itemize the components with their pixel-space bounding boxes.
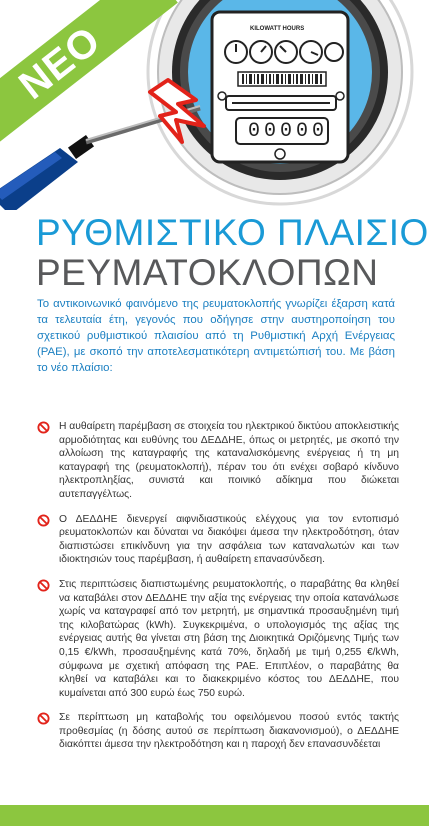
bullet-text: Η αυθαίρετη παρέμβαση σε στοιχεία του ηλεκτρικού δικτύου αποκλειστικής αρμοδιότητας και ευθύνης του ΔΕΔΔΗΕ, όπως οι μετρητές, με σκοπό την αλλοίωση της καταγραφής της καταναλισκόμενης ενέργειας ή τη μη καταγραφή της (ρευματοκλοπή), πέραν του ότι ενέχει σοβαρό κίνδυνο ηλεκτροπληξίας, συνιστά και ποινικό αδίκημα που διώκεται αυτεπαγγέλτως.: [59, 421, 399, 500]
prohibited-icon: [37, 579, 50, 592]
list-item: [37, 578, 399, 700]
hero-illustration: [0, 0, 429, 210]
prohibited-icon: [37, 514, 50, 527]
list-item: [37, 513, 399, 567]
meter-label: KILOWATT HOURS: [250, 26, 305, 32]
list-item: [37, 420, 399, 502]
list-item: [37, 711, 399, 752]
meter-digits: 00000: [248, 120, 329, 143]
bullet-text: Σε περίπτωση μη καταβολής του οφειλόμενου ποσού εντός τακτής προθεσμίας (η δόσης αυτού σε περίπτωση διακανονισμού), ο ΔΕΔΔΗΕ διακόπτει άμεσα την ηλεκτροδότηση και η παροχή δεν επανασυνδέεται: [59, 712, 399, 751]
bullet-list: [37, 420, 399, 752]
title-line1: ΡΥΘΜΙΣΤΙΚΟ ΠΛΑΙΣΙΟ: [36, 212, 429, 253]
prohibited-icon: [37, 421, 50, 434]
bullet-text: Στις περιπτώσεις διαπιστωμένης ρευματοκλοπής, ο παραβάτης θα κληθεί να καταβάλει στον ΔΕΔΔΗΕ την αξία της ενέργειας την οποία κατανάλωσε χωρίς να καταγραφεί από τον μετρητή, με σημαντικά προσαυξημένη τιμή της κιλοβατώρας (kWh). Συγκεκριμένα, ο υπολογισμός της αξίας της ενέργειας αυτής θα γίνεται στη βάση της Διοικητικά Οριζόμενης Τιμής των 0,15 €/kWh, προσαυξημένης κατά 70%, δηλαδή με τιμή 0,255 €/kWh, σύμφωνα με σχετική απόφαση της ΡΑΕ. Επιπλέον, ο παραβάτης θα κληθεί να καταβάλει και το διακεκριμένο κόστος του ΔΕΔΔΗΕ, που κυμαίνεται από 300 ευρώ έως 750 ευρώ.: [59, 578, 399, 699]
title-line2: ΡΕΥΜΑΤΟΚΛΟΠΩΝ: [36, 252, 379, 293]
footer-bar: [0, 805, 429, 826]
prohibited-icon: [37, 712, 50, 725]
new-badge-label: ΝΕΟ: [10, 17, 109, 108]
bullet-text: Ο ΔΕΔΔΗΕ διενεργεί αιφνιδιαστικούς ελέγχους για τον εντοπισμό ρευματοκλοπών και δύναται να διακόψει άμεσα την ηλεκτροδότηση, όταν διαπιστώσει επικίνδυνη για την ασφάλεια των καταναλωτών και των ιδιοκτησιών τους παρέμβαση, ή αυθαίρετη επανασύνδεση.: [59, 513, 399, 566]
intro-paragraph: Το αντικοινωνικό φαινόμενο της ρευματοκλοπής γνωρίζει έξαρση κατά τα τελευταία έτη, γεγονός που οδήγησε στην αυστηροποίηση του σχετικού ρυθμιστικού πλαισίου από τη Ρυθμιστική Αρχή Ενέργειας (ΡΑΕ), με σκοπό την αποτελεσματικότερη αντιμετώπισή του. Με βάση το νέο πλαίσιο:: [37, 298, 395, 374]
